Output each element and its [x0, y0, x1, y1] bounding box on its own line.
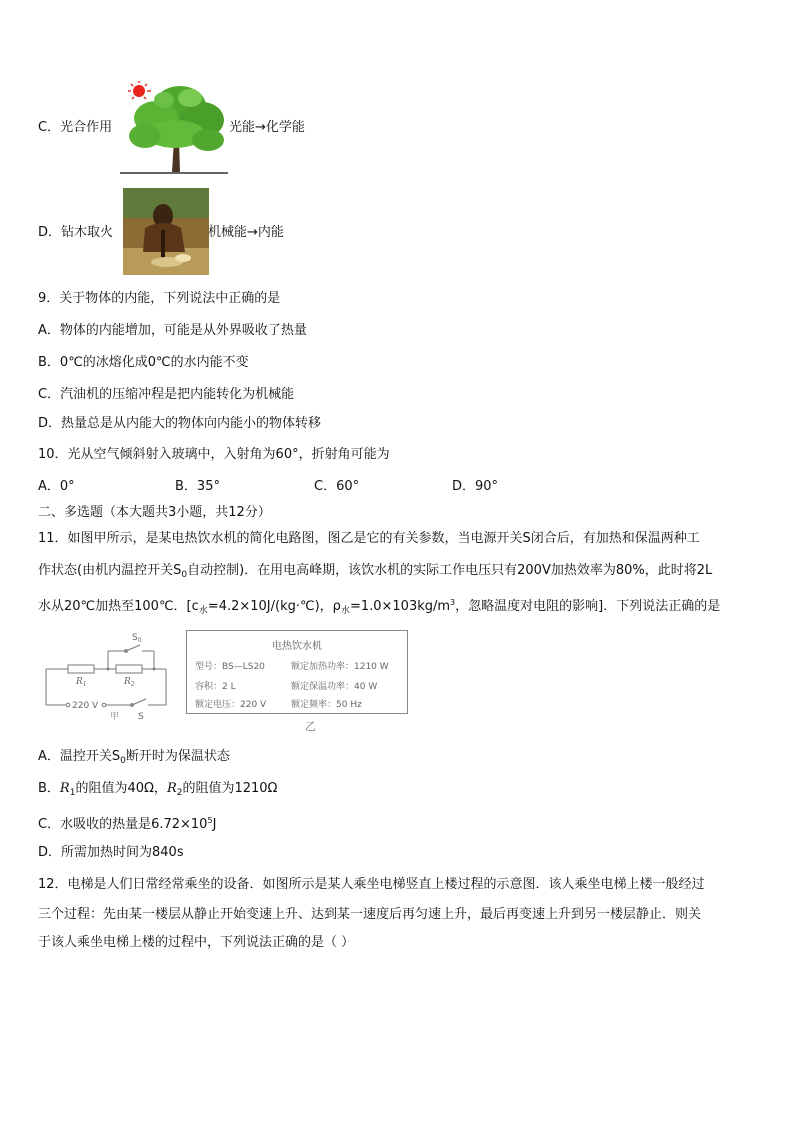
q11-line-3-a: 水从20℃加热至100℃．[c — [38, 599, 199, 614]
q11-b-1: B． — [38, 781, 60, 796]
circuit-s0-label: $S_0$ — [132, 633, 142, 644]
q11-option-b — [38, 780, 278, 802]
q11-b-r2: R — [166, 781, 177, 796]
q11-option-d: D．所需加热时间为840s — [38, 845, 184, 860]
q11-b-3: 的阻值为1210Ω — [182, 781, 278, 796]
q9-option-b: B．0℃的冰熔化成0℃的水内能不变 — [38, 355, 249, 370]
q11-line-3-d: ，忽略温度对电阻的影响]．下列说法正确的是 — [455, 599, 721, 614]
q11-line-3-c: =1.0×103kg/m — [349, 599, 451, 614]
q11-line-2-sub: 0 — [181, 570, 188, 580]
q11-line-3-sub2: 水 — [340, 606, 350, 616]
q9-option-d: D．热量总是从内能大的物体向内能小的物体转移 — [38, 416, 322, 431]
circuit-s-label: S — [138, 712, 144, 720]
q10-option-c: C．60° — [314, 479, 360, 494]
q11-c-1: C．水吸收的热量是6.72×10 — [38, 817, 208, 832]
q11-c-2: J — [212, 817, 217, 832]
q11-a-2: 断开时为保温状态 — [125, 749, 230, 764]
spec-frequency: 额定频率：50 Hz — [291, 700, 362, 710]
q11-b-sub1: 1 — [69, 788, 76, 798]
circuit-voltage-label: 220 V — [72, 701, 99, 711]
q11-line-2 — [38, 562, 712, 584]
q11-line-1: 11．如图甲所示，是某电热饮水机的简化电路图，图乙是它的有关参数，当电源开关S闭合后，有加热和保温两种工 — [38, 531, 700, 546]
q11-c-sup: 5 — [207, 816, 213, 825]
circuit-jia-label: 甲 — [110, 712, 120, 720]
q11-line-3-b: =4.2×10J/(kg·℃)，ρ — [207, 599, 341, 614]
q9-option-a: A．物体的内能增加，可能是从外界吸收了热量 — [38, 323, 307, 338]
circuit-diagram — [38, 626, 178, 720]
q11-line-3 — [38, 594, 720, 620]
q11-line-2-a: 作状态(由机内温控开关S — [38, 563, 182, 578]
q12-line-1: 12．电梯是人们日常经常乘坐的设备．如图所示是某人乘坐电梯竖直上楼过程的示意图．该人乘坐电梯上楼一般经过 — [38, 877, 705, 892]
q9-option-c: C．汽油机的压缩冲程是把内能转化为机械能 — [38, 387, 295, 402]
spec-keep-power: 额定保温功率：40 W — [291, 682, 378, 692]
q11-b-sub2: 2 — [176, 788, 183, 798]
q10-stem: 10．光从空气倾斜射入玻璃中，入射角为60°，折射角可能为 — [38, 447, 390, 462]
q11-line-2-b: 自动控制)．在用电高峰期，该饮水机的实际工作电压只有200V加热效率为80%，此时将2L — [187, 563, 713, 578]
section-heading-multiple-choice: 二、多选题（本大题共3小题，共12分） — [38, 505, 271, 520]
spec-model: 型号：BS—LS20 — [195, 662, 265, 672]
q10-option-b: B．35° — [175, 479, 220, 494]
q11-option-c — [38, 812, 216, 834]
q12-line-3: 于该人乘坐电梯上楼的过程中，下列说法正确的是（ ） — [38, 935, 355, 950]
circuit-r1-label: $R_1$ — [76, 677, 87, 688]
q11-a-sub: 0 — [120, 756, 126, 766]
q9-stem: 9．关于物体的内能，下列说法中正确的是 — [38, 291, 281, 306]
circuit-r2-label: $R_2$ — [124, 677, 135, 688]
spec-voltage: 额定电压：220 V — [195, 700, 267, 710]
spec-yi-label: 乙 — [305, 720, 316, 733]
q8-option-c-label: C．光合作用 — [38, 120, 113, 135]
spec-capacity: 容积：2 L — [195, 682, 236, 692]
q11-b-r1: R — [59, 781, 70, 796]
q10-option-d: D．90° — [452, 479, 499, 494]
spec-title: 电热饮水机 — [272, 641, 322, 652]
spec-plate — [186, 630, 408, 714]
q11-a-1: A．温控开关S — [38, 749, 121, 764]
q8-option-d-energy: 机械能→内能 — [208, 225, 284, 240]
q8-option-c-energy: 光能→化学能 — [229, 120, 305, 135]
q11-option-a — [38, 748, 230, 770]
q11-line-3-sup: 3 — [450, 598, 456, 607]
drilling-wood-fire-image — [123, 188, 209, 275]
q12-line-2: 三个过程：先由某一楼层从静止开始变速上升、达到某一速度后再匀速上升，最后再变速上升到另一楼层静止．则关 — [38, 907, 702, 922]
tree-image — [120, 84, 228, 176]
q11-line-3-sub1: 水 — [198, 606, 208, 616]
q10-option-a: A．0° — [38, 479, 75, 494]
q11-b-2: 的阻值为40Ω， — [75, 781, 167, 796]
spec-heat-power: 额定加热功率：1210 W — [291, 662, 389, 672]
q8-option-d-label: D．钻木取火 — [38, 225, 114, 240]
